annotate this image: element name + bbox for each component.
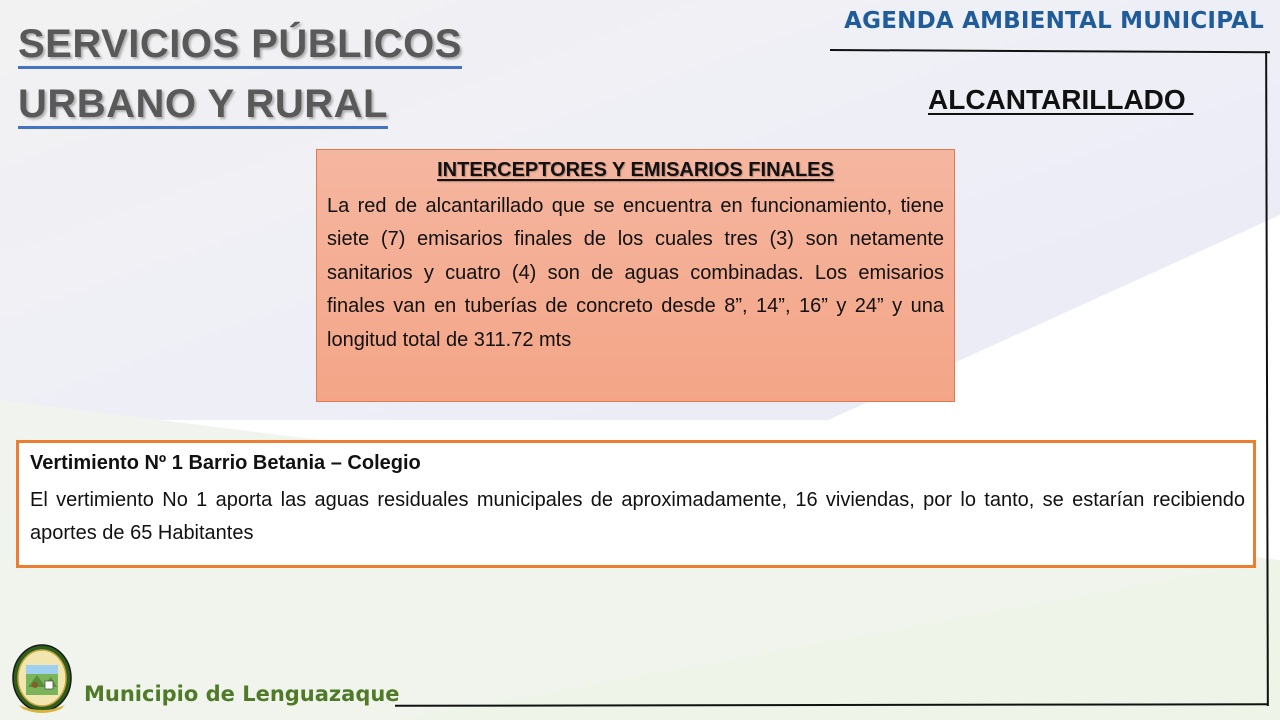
page-title-line-2: URBANO Y RURAL — [18, 82, 388, 129]
vertimiento-title: Vertimiento Nº 1 Barrio Betania – Colegio — [30, 452, 421, 474]
interceptores-box — [316, 149, 955, 402]
agenda-heading: AGENDA AMBIENTAL MUNICIPAL — [844, 8, 1264, 34]
vertimiento-box — [16, 440, 1256, 568]
vertimiento-body: El vertimiento No 1 aporta las aguas residuales municipales de aproximadamente, 16 viviendas, por lo tanto, se estarían recibiendo aportes de 65 Habitantes — [30, 489, 1245, 544]
interceptores-body: La red de alcantarillado que se encuentra en funcionamiento, tiene siete (7) emisarios finales de los cuales tres (3) son netamente sanitarios y cuatro (4) son de aguas combinadas. Los emisarios finales van en tuberías de concreto desde 8”, 14”, 16” y 24” y una longitud total de 311.72 mts — [327, 195, 944, 351]
interceptores-title: INTERCEPTORES Y EMISARIOS FINALES — [437, 159, 834, 181]
section-heading: ALCANTARILLADO — [928, 84, 1194, 115]
municipal-seal-icon — [11, 643, 73, 713]
municipio-name: Municipio de Lenguazaque — [84, 682, 400, 706]
page-title-line-1: SERVICIOS PÚBLICOS — [18, 22, 462, 69]
